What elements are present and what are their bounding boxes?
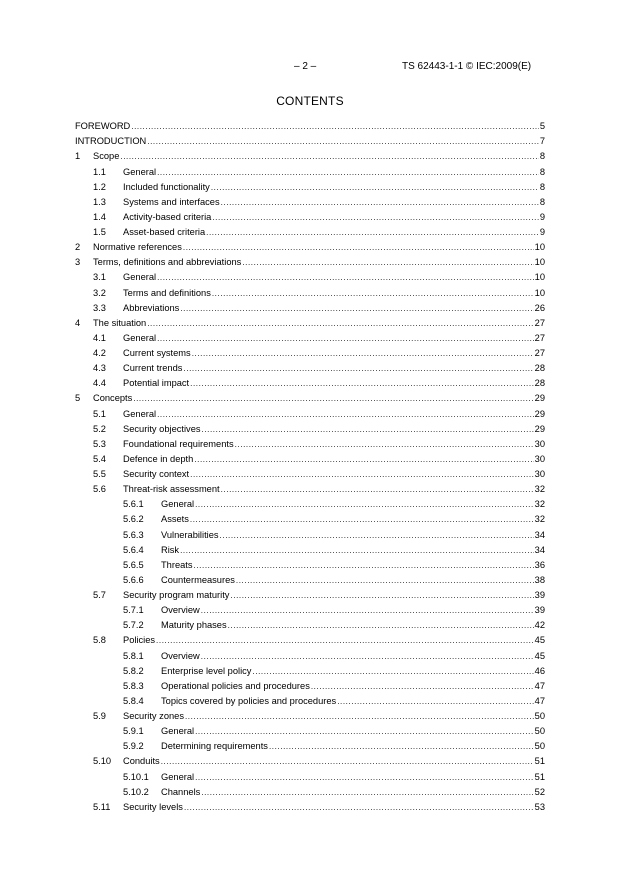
toc-entry-number: 3 [75, 257, 81, 268]
toc-dot-leader [157, 167, 539, 178]
toc-entry[interactable] [75, 299, 545, 314]
toc-dot-leader [221, 484, 534, 495]
toc-entry-title: General [123, 272, 157, 283]
toc-entry[interactable] [75, 147, 545, 162]
toc-entry[interactable] [75, 601, 545, 616]
toc-dot-leader [337, 696, 533, 707]
toc-entry-title: Security program maturity [123, 590, 230, 600]
toc-dot-leader [195, 726, 534, 737]
toc-entry[interactable] [75, 238, 545, 253]
toc-entry[interactable] [75, 737, 545, 752]
toc-entry-page: 32 [534, 499, 545, 510]
toc-entry-page: 30 [534, 469, 545, 479]
toc-dot-leader [185, 711, 534, 722]
toc-entry-page: 8 [539, 166, 545, 177]
toc-entry-number: 5.7.1 [123, 605, 144, 616]
toc-entry-number: 4.4 [93, 378, 106, 389]
toc-entry[interactable] [75, 268, 545, 283]
toc-entry-number: 5.8.3 [123, 680, 144, 691]
toc-entry-number: 1.1 [93, 166, 106, 177]
toc-entry-page: 47 [534, 695, 545, 706]
toc-entry-title: Terms, definitions and abbreviations [93, 257, 242, 268]
toc-dot-leader [311, 681, 534, 692]
toc-entry-number: 5.11 [93, 801, 111, 812]
toc-entry[interactable] [75, 117, 545, 132]
table-of-contents [75, 117, 545, 813]
toc-entry-number: 5.6.3 [123, 529, 144, 540]
toc-entry-page: 28 [534, 363, 545, 374]
toc-entry-title: Countermeasures [161, 574, 235, 585]
toc-entry-title: Defence in depth [123, 453, 194, 464]
toc-entry[interactable] [75, 480, 545, 495]
toc-entry-page: 50 [534, 711, 545, 721]
toc-entry-number: 3.1 [93, 272, 106, 283]
toc-entry[interactable] [75, 556, 545, 571]
toc-entry-title: Normative references [93, 242, 182, 253]
toc-entry[interactable] [75, 707, 545, 722]
toc-entry-number: 5.8.1 [123, 650, 144, 661]
toc-entry-page: 42 [534, 620, 545, 631]
toc-dot-leader [156, 635, 534, 646]
toc-dot-leader [194, 560, 534, 571]
toc-entry[interactable] [75, 374, 545, 389]
toc-entry-number: 5.6.6 [123, 574, 144, 585]
toc-entry[interactable] [75, 646, 545, 661]
toc-entry-page: 38 [534, 574, 545, 585]
toc-entry-number: 4 [75, 317, 81, 328]
toc-dot-leader [184, 802, 534, 813]
toc-entry-title: Threat-risk assessment [123, 484, 220, 495]
toc-entry-number: 5.10 [93, 756, 112, 767]
toc-entry-title: Overview [161, 605, 200, 616]
toc-entry-title: Asset-based criteria [123, 227, 206, 237]
toc-entry-title: Current systems [123, 348, 191, 358]
toc-entry-page: 51 [534, 771, 545, 782]
toc-entry-number: 5.8.4 [123, 695, 144, 706]
toc-entry-title: Assets [161, 514, 189, 525]
toc-entry[interactable] [75, 223, 545, 238]
toc-dot-leader [235, 439, 534, 450]
toc-entry-title: Abbreviations [123, 302, 180, 313]
toc-dot-leader [202, 424, 534, 435]
toc-entry-page: 34 [534, 544, 545, 555]
toc-entry-page: 46 [534, 665, 545, 676]
toc-entry-title: General [123, 408, 157, 419]
toc-entry[interactable] [75, 692, 545, 707]
toc-entry-title: General [161, 771, 195, 782]
toc-dot-leader [228, 620, 534, 631]
toc-entry[interactable] [75, 389, 545, 404]
toc-entry-number: 5.6.5 [123, 559, 144, 570]
toc-dot-leader [195, 499, 534, 510]
toc-entry-number: 5.1 [93, 408, 106, 419]
toc-entry-title: Potential impact [123, 378, 190, 389]
toc-entry[interactable] [75, 314, 545, 329]
toc-dot-leader [180, 545, 534, 556]
toc-entry-title: Overview [161, 650, 200, 661]
toc-entry-page: 32 [534, 484, 545, 495]
toc-entry-number: 4.1 [93, 332, 106, 343]
toc-entry-title: Scope [93, 151, 120, 162]
toc-entry-title: General [123, 166, 157, 177]
toc-entry-title: Security zones [123, 711, 184, 721]
toc-entry-number: 4.2 [93, 348, 106, 358]
toc-entry-page: 10 [534, 242, 545, 253]
toc-entry[interactable] [75, 541, 545, 556]
toc-entry[interactable] [75, 435, 545, 450]
toc-entry-title: Security objectives [123, 423, 201, 434]
toc-entry-number: 5.9.1 [123, 726, 144, 737]
toc-dot-leader [201, 605, 534, 616]
toc-entry-number: 5.9.2 [123, 741, 144, 752]
toc-entry-title: Channels [161, 786, 201, 797]
toc-entry[interactable] [75, 404, 545, 419]
toc-entry-page: 8 [539, 196, 545, 207]
toc-entry-page: 53 [534, 801, 545, 812]
toc-entry-number: 5.3 [93, 438, 106, 449]
toc-dot-leader [183, 363, 533, 374]
toc-entry-page: 8 [539, 181, 545, 192]
toc-entry[interactable] [75, 208, 545, 223]
toc-entry[interactable] [75, 495, 545, 510]
toc-entry-title: Current trends [123, 363, 183, 374]
toc-entry[interactable] [75, 329, 545, 344]
toc-dot-leader [147, 318, 533, 329]
toc-entry-number: 5.8 [93, 635, 106, 646]
toc-dot-leader [269, 741, 534, 752]
toc-dot-leader [161, 756, 534, 767]
toc-entry[interactable] [75, 677, 545, 692]
toc-dot-leader [183, 242, 534, 253]
toc-entry-number: 4.3 [93, 363, 106, 374]
toc-entry-page: 27 [534, 317, 545, 328]
toc-entry-number: 5.7 [93, 590, 106, 600]
toc-entry-page: 29 [534, 423, 545, 434]
toc-entry[interactable] [75, 752, 545, 767]
toc-entry-page: 9 [539, 211, 545, 222]
toc-dot-leader [221, 197, 539, 208]
toc-entry[interactable] [75, 359, 545, 374]
toc-dot-leader [190, 514, 534, 525]
toc-entry-number: 1.4 [93, 211, 106, 222]
toc-entry-number: 5.6 [93, 484, 106, 495]
toc-dot-leader [201, 787, 533, 798]
toc-entry-page: 27 [534, 332, 545, 343]
toc-dot-leader [236, 575, 534, 586]
toc-entry-title: Vulnerabilities [161, 529, 219, 540]
toc-dot-leader [120, 151, 538, 162]
toc-entry-number: 3.2 [93, 287, 106, 298]
toc-entry[interactable] [75, 662, 545, 677]
toc-entry[interactable] [75, 450, 545, 465]
toc-entry-page: 51 [534, 756, 545, 767]
toc-entry[interactable] [75, 722, 545, 737]
toc-entry-number: 3.3 [93, 302, 106, 313]
toc-entry-number: 5.6.1 [123, 499, 144, 510]
toc-dot-leader [192, 348, 534, 359]
toc-entry[interactable] [75, 465, 545, 480]
toc-entry-title: Included functionality [123, 181, 210, 192]
toc-entry-page: 27 [534, 348, 545, 358]
toc-dot-leader [157, 272, 534, 283]
toc-entry-page: 29 [534, 393, 545, 404]
toc-entry[interactable] [75, 586, 545, 601]
toc-entry-title: Threats [161, 559, 193, 570]
toc-entry-title: General [123, 332, 157, 343]
toc-entry-title: INTRODUCTION [75, 136, 147, 147]
toc-entry[interactable] [75, 525, 545, 540]
toc-entry-page: 45 [534, 650, 545, 661]
contents-title: CONTENTS [276, 94, 344, 108]
toc-entry[interactable] [75, 510, 545, 525]
toc-dot-leader [131, 121, 539, 132]
toc-entry-page: 28 [534, 378, 545, 389]
toc-entry[interactable] [75, 798, 545, 813]
toc-entry-title: Conduits [123, 756, 160, 767]
toc-entry-title: FOREWORD [75, 121, 131, 132]
toc-entry[interactable] [75, 193, 545, 208]
toc-entry-title: Enterprise level policy [161, 665, 252, 676]
toc-entry-number: 5.6.4 [123, 544, 144, 555]
toc-dot-leader [194, 454, 533, 465]
toc-entry[interactable] [75, 420, 545, 435]
toc-entry-title: Topics covered by policies and procedures [161, 695, 337, 706]
toc-entry-number: 5.10.2 [123, 786, 149, 797]
toc-entry-page: 26 [534, 302, 545, 313]
toc-entry-number: 5 [75, 393, 81, 404]
toc-entry-title: Operational policies and procedures [161, 680, 310, 691]
toc-entry-page: 5 [539, 121, 545, 132]
toc-entry[interactable] [75, 162, 545, 177]
toc-entry[interactable] [75, 253, 545, 268]
toc-entry-page: 29 [534, 408, 545, 419]
toc-dot-leader [212, 212, 538, 223]
toc-entry-page: 30 [534, 453, 545, 464]
toc-entry-page: 45 [534, 635, 545, 646]
toc-entry-number: 5.5 [93, 469, 106, 479]
toc-entry-page: 39 [534, 605, 545, 616]
toc-dot-leader [180, 303, 533, 314]
toc-dot-leader [211, 182, 539, 193]
toc-dot-leader [230, 590, 533, 601]
toc-dot-leader [190, 469, 534, 480]
toc-entry-number: 5.8.2 [123, 665, 144, 676]
toc-entry-title: Concepts [93, 393, 133, 404]
toc-entry-page: 30 [534, 438, 545, 449]
toc-entry-page: 32 [534, 514, 545, 525]
toc-entry[interactable] [75, 767, 545, 782]
toc-entry[interactable] [75, 616, 545, 631]
toc-entry-number: 1.2 [93, 181, 106, 192]
toc-entry-page: 10 [534, 257, 545, 268]
toc-entry-number: 5.10.1 [123, 771, 149, 782]
toc-dot-leader [195, 772, 534, 783]
toc-entry[interactable] [75, 783, 545, 798]
toc-dot-leader [206, 227, 539, 238]
toc-entry-page: 8 [539, 151, 545, 162]
toc-entry-title: Security levels [123, 801, 183, 812]
toc-entry-page: 47 [534, 680, 545, 691]
toc-entry-title: General [161, 726, 195, 737]
toc-entry-page: 7 [539, 136, 545, 147]
toc-dot-leader [242, 257, 533, 268]
toc-dot-leader [252, 666, 533, 677]
toc-entry-title: The situation [93, 317, 147, 328]
toc-entry-number: 5.6.2 [123, 514, 144, 525]
toc-entry-page: 34 [534, 529, 545, 540]
toc-entry-number: 2 [75, 242, 81, 253]
toc-entry-page: 52 [534, 786, 545, 797]
toc-entry-title: Maturity phases [161, 620, 227, 631]
toc-entry[interactable] [75, 283, 545, 298]
toc-entry-number: 1 [75, 151, 81, 162]
toc-dot-leader [190, 378, 534, 389]
toc-entry[interactable] [75, 631, 545, 646]
toc-entry-title: General [161, 499, 195, 510]
toc-dot-leader [157, 333, 534, 344]
toc-entry-number: 5.7.2 [123, 620, 144, 631]
toc-dot-leader [157, 409, 534, 420]
toc-entry-page: 36 [534, 559, 545, 570]
toc-entry-title: Security context [123, 469, 190, 479]
toc-entry-title: Systems and interfaces [123, 196, 220, 207]
toc-entry-page: 9 [539, 227, 545, 237]
toc-dot-leader [220, 530, 534, 541]
document-id: TS 62443-1-1 © IEC:2009(E) [402, 61, 532, 72]
toc-entry[interactable] [75, 178, 545, 193]
toc-entry[interactable] [75, 571, 545, 586]
page-number: – 2 – [294, 61, 317, 72]
toc-entry-number: 5.9 [93, 711, 106, 721]
toc-entry-page: 50 [534, 741, 545, 752]
toc-entry-page: 10 [534, 272, 545, 283]
toc-dot-leader [147, 136, 539, 147]
toc-entry-title: Policies [123, 635, 156, 646]
toc-entry-page: 10 [534, 287, 545, 298]
toc-entry[interactable] [75, 132, 545, 147]
toc-entry-title: Determining requirements [161, 741, 268, 752]
toc-entry-number: 1.5 [93, 227, 106, 237]
toc-entry-title: Terms and definitions [123, 287, 211, 298]
toc-entry-page: 50 [534, 726, 545, 737]
toc-entry[interactable] [75, 344, 545, 359]
toc-entry-number: 1.3 [93, 196, 106, 207]
toc-dot-leader [212, 288, 534, 299]
toc-entry-number: 5.2 [93, 423, 106, 434]
toc-entry-number: 5.4 [93, 453, 106, 464]
toc-entry-title: Risk [161, 544, 180, 555]
toc-dot-leader [133, 393, 533, 404]
toc-entry-page: 39 [534, 590, 545, 600]
toc-entry-title: Foundational requirements [123, 438, 234, 449]
toc-entry-title: Activity-based criteria [123, 211, 212, 222]
toc-dot-leader [201, 651, 534, 662]
